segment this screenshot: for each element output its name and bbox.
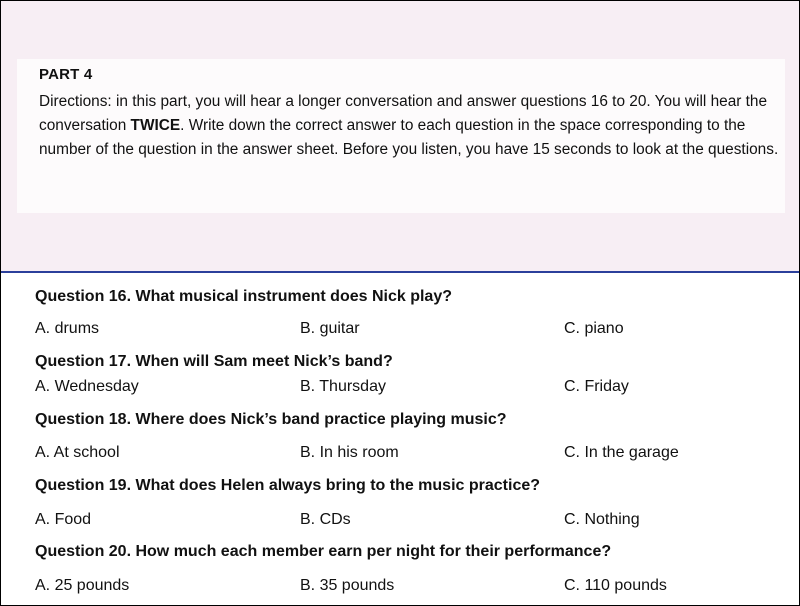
question-17-option-c: C. Friday <box>564 378 629 395</box>
question-20-option-a: A. 25 pounds <box>35 577 130 594</box>
question-16-option-b: B. guitar <box>300 320 360 337</box>
question-19-option-a: A. Food <box>35 511 92 528</box>
question-19-option-b: B. CDs <box>300 511 351 528</box>
question-17-option-a: A. Wednesday <box>35 378 139 395</box>
question-16-option-c: C. piano <box>564 320 624 337</box>
question-16: Question 16. What musical instrument does Nick play? <box>35 288 452 305</box>
directions-text <box>39 90 783 162</box>
question-17-option-b: B. Thursday <box>300 378 386 395</box>
question-18-option-c: C. In the garage <box>564 444 679 461</box>
part-title: PART 4 <box>39 66 93 83</box>
question-18: Question 18. Where does Nick’s band practice playing music? <box>35 411 507 428</box>
directions-emphasis: TWICE <box>130 117 181 134</box>
question-20-option-b: B. 35 pounds <box>300 577 395 594</box>
directions-text-start: Directions: in this part, you will hear a longer conversation and answer questions 16 to 20. You will hear the conversation <box>39 93 768 134</box>
question-19: Question 19. What does Helen always bring to the music practice? <box>35 477 541 494</box>
directions-text-end: . Write down the correct answer to each question in the space corresponding to the number of the question in the answer sheet. Before you listen, you have 15 seconds to look at the questions. <box>39 117 779 158</box>
question-18-option-b: B. In his room <box>300 444 399 461</box>
question-20: Question 20. How much each member earn per night for their performance? <box>35 543 612 560</box>
question-18-option-a: A. At school <box>35 444 120 461</box>
question-20-option-c: C. 110 pounds <box>564 577 667 594</box>
question-16-option-a: A. drums <box>35 320 100 337</box>
section-divider <box>1 271 799 273</box>
question-19-option-c: C. Nothing <box>564 511 640 528</box>
question-17: Question 17. When will Sam meet Nick’s band? <box>35 353 393 370</box>
